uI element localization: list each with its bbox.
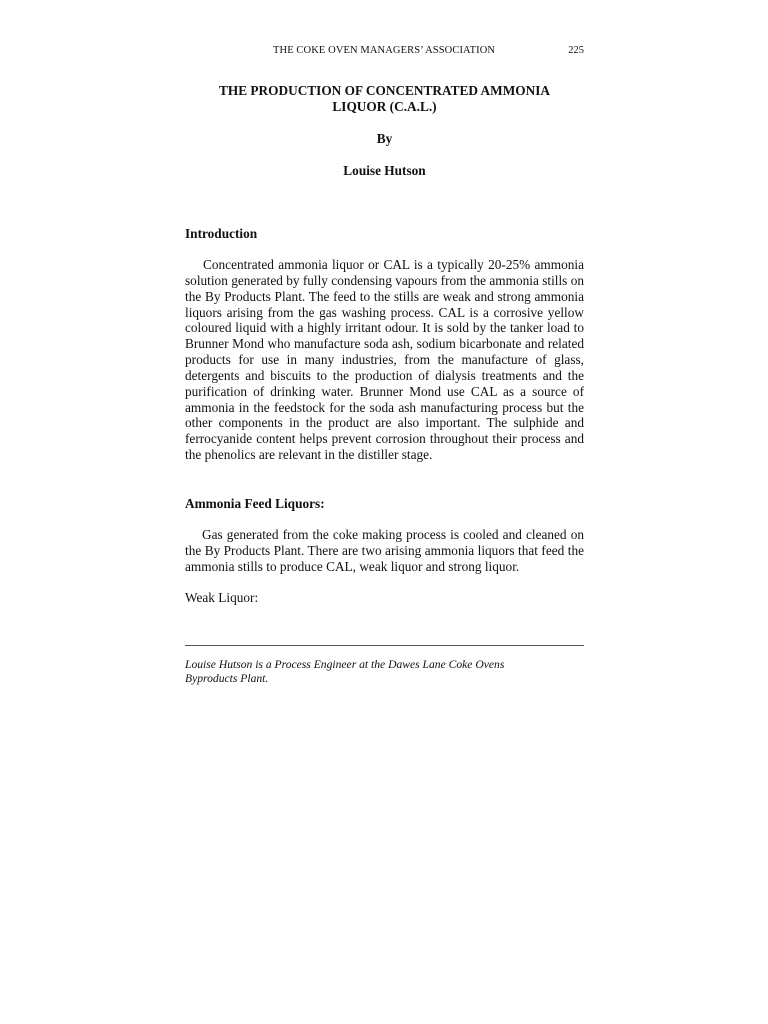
weak-liquor-subheading: Weak Liquor:: [185, 590, 259, 605]
ammonia-feed-paragraph: Gas generated from the coke making process is cooled and cleaned on the By Products Plant. There are two arising ammonia liquors that feed the ammonia stills to produce CAL, weak liquor and strong liquor.: [185, 527, 584, 574]
author-footnote: [185, 658, 584, 686]
running-head: [185, 44, 584, 58]
introduction-paragraph: Concentrated ammonia liquor or CAL is a typically 20-25% ammonia solution generated by fully condensing vapours from the ammonia stills on the By Products Plant. The feed to the stills are weak and strong ammonia liquors arising from the gas washing process. CAL is a corrosive yellow coloured liquid with a highly irritant odour. It is sold by the tanker load to Brunner Mond who manufacture soda ash, sodium bicarbonate and related products for use in many industries, from the manufacture of glass, detergents and biscuits to the production of dialysis treatments and the purification of drinking water. Brunner Mond use CAL as a source of ammonia in the feedstock for the soda ash manufacturing process but the other components in the product are also important. The sulphide and ferrocyanide content helps prevent corrosion throughout their process and the phenolics are relevant in the distiller stage.: [185, 257, 584, 463]
footnote-line-2: Byproducts Plant.: [185, 672, 269, 685]
footnote-divider: [185, 645, 584, 646]
article-title: [185, 83, 584, 115]
author-name: Louise Hutson: [343, 163, 426, 178]
page-number: 225: [568, 45, 584, 56]
article-title-line-2: LIQUOR (C.A.L.): [332, 99, 437, 114]
footnote-line-1: Louise Hutson is a Process Engineer at the Dawes Lane Coke Ovens: [185, 658, 505, 671]
article-title-line-1: THE PRODUCTION OF CONCENTRATED AMMONIA: [219, 83, 550, 98]
introduction-heading: Introduction: [185, 226, 258, 241]
journal-name: THE COKE OVEN MANAGERS’ ASSOCIATION: [273, 45, 496, 56]
byline-by: By: [376, 131, 393, 146]
ammonia-feed-heading: Ammonia Feed Liquors:: [185, 496, 325, 511]
